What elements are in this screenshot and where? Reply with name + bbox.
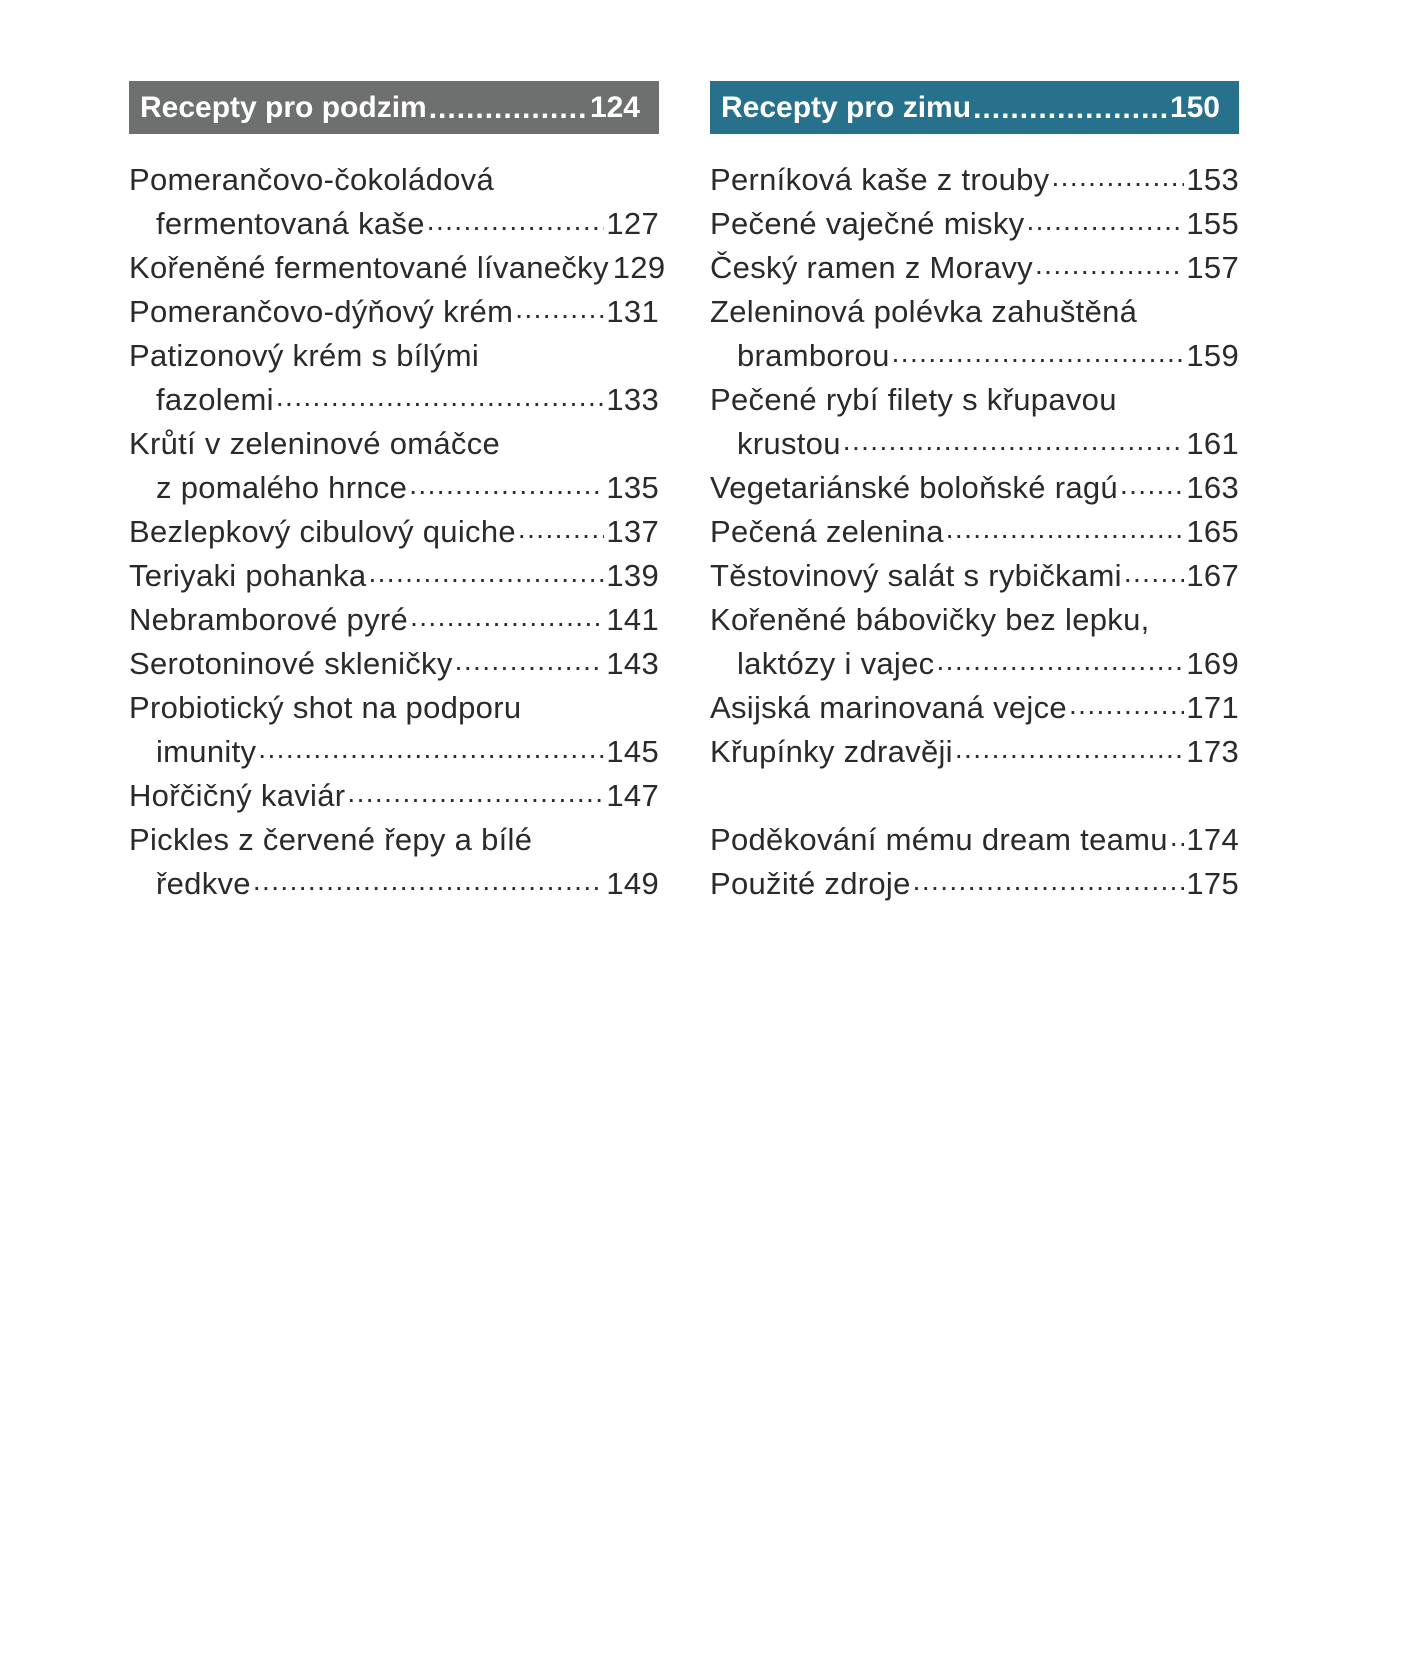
toc-entry-page-number: 145 xyxy=(606,734,659,769)
toc-entry-line xyxy=(129,158,659,202)
toc-entry-line xyxy=(129,510,659,554)
toc-entry-line xyxy=(710,598,1239,642)
toc-entries-winter xyxy=(710,158,1239,906)
toc-entry[interactable] xyxy=(129,510,659,554)
toc-entry-line xyxy=(129,466,659,510)
toc-entry-line xyxy=(710,378,1239,422)
toc-entry-title: bramborou xyxy=(737,338,890,373)
toc-column-winter xyxy=(710,81,1239,906)
toc-entry-title: Poděkování mému dream teamu xyxy=(710,822,1168,857)
toc-entry-title: Serotoninové skleničky xyxy=(129,646,453,681)
dot-leader xyxy=(347,779,604,818)
toc-entry-page-number: 174 xyxy=(1186,822,1239,857)
toc-entry[interactable] xyxy=(710,510,1239,554)
toc-entry-page-number: 133 xyxy=(606,382,659,417)
toc-entry-page-number: 131 xyxy=(606,294,659,329)
toc-entry-title: Nebramborové pyré xyxy=(129,602,409,637)
section-page-number: 150 xyxy=(1169,90,1220,124)
dot-leader xyxy=(429,94,588,134)
dot-leader xyxy=(892,339,1185,378)
toc-entry-page-number: 163 xyxy=(1186,470,1239,505)
toc-entry-page-number: 165 xyxy=(1186,514,1239,549)
dot-leader xyxy=(843,427,1185,466)
dot-leader xyxy=(518,515,604,554)
toc-entry-title: Hořčičný kaviár xyxy=(129,778,346,813)
toc-entry-page-number: 127 xyxy=(606,206,659,241)
toc-entry-title: Teriyaki pohanka xyxy=(129,558,367,593)
toc-entry-line xyxy=(710,554,1239,598)
toc-entry[interactable] xyxy=(710,554,1239,598)
toc-entry-title: Zeleninová polévka zahuštěná xyxy=(710,294,1138,329)
spacer xyxy=(710,774,1239,818)
toc-entry-title: Těstovinový salát s rybičkami xyxy=(710,558,1122,593)
toc-entry-title: Pečená zelenina xyxy=(710,514,944,549)
toc-entry-page-number: 135 xyxy=(606,470,659,505)
toc-entry-line xyxy=(710,466,1239,510)
dot-leader xyxy=(427,207,605,246)
toc-entry-title: Pickles z červené řepy a bílé xyxy=(129,822,533,857)
toc-entry-title: Pomerančovo-čokoládová xyxy=(129,162,495,197)
toc-entry[interactable] xyxy=(710,862,1239,906)
toc-entry-line xyxy=(129,246,666,290)
toc-entry-line xyxy=(129,334,659,378)
toc-column-autumn xyxy=(129,81,666,906)
toc-entry-page-number: 147 xyxy=(606,778,659,813)
dot-leader xyxy=(1069,691,1184,730)
toc-entry-title: Křupínky zdravěji xyxy=(710,734,953,769)
toc-entry-line xyxy=(710,730,1239,774)
toc-entry-title: Bezlepkový cibulový quiche xyxy=(129,514,516,549)
toc-entry-title: Patizonový krém s bílými xyxy=(129,338,480,373)
toc-entry[interactable] xyxy=(129,598,659,642)
toc-entries-autumn xyxy=(129,158,666,906)
toc-entry-line xyxy=(129,290,659,334)
section-page-number: 124 xyxy=(589,90,640,124)
dot-leader xyxy=(455,647,605,686)
toc-entry-line xyxy=(710,202,1239,246)
toc-entry-title: ředkve xyxy=(156,866,251,901)
dot-leader xyxy=(1051,163,1184,202)
toc-entry-line xyxy=(129,730,659,774)
toc-entry-title: Pečené vaječné misky xyxy=(710,206,1025,241)
toc-entry-line xyxy=(129,862,659,906)
toc-entry-line xyxy=(710,334,1239,378)
toc-entry[interactable] xyxy=(710,378,1239,466)
toc-entry-title: fazolemi xyxy=(156,382,274,417)
section-header-autumn[interactable] xyxy=(129,81,659,134)
toc-entry-page-number: 173 xyxy=(1186,734,1239,769)
toc-entry[interactable] xyxy=(129,774,659,818)
dot-leader xyxy=(946,515,1185,554)
toc-entry[interactable] xyxy=(129,158,659,246)
dot-leader xyxy=(258,735,604,774)
dot-leader xyxy=(253,867,605,906)
toc-entry-page-number: 157 xyxy=(1186,250,1239,285)
toc-entry[interactable] xyxy=(129,818,659,906)
toc-entry-title: imunity xyxy=(156,734,257,769)
toc-entry[interactable] xyxy=(710,158,1239,202)
section-header-winter[interactable] xyxy=(710,81,1239,134)
toc-entry-line xyxy=(710,290,1239,334)
toc-entry-line xyxy=(129,686,659,730)
toc-entry-line xyxy=(129,642,659,686)
dot-leader xyxy=(936,647,1184,686)
toc-entry-page-number: 159 xyxy=(1186,338,1239,373)
toc-entry[interactable] xyxy=(129,422,659,510)
toc-entry-title: Pomerančovo-dýňový krém xyxy=(129,294,514,329)
toc-entry-title: laktózy i vajec xyxy=(737,646,935,681)
toc-entry-page-number: 161 xyxy=(1186,426,1239,461)
toc-entry-page-number: 137 xyxy=(606,514,659,549)
toc-entry-title: Pečené rybí filety s křupavou xyxy=(710,382,1117,417)
toc-entry[interactable] xyxy=(710,466,1239,510)
dot-leader xyxy=(409,471,604,510)
section-title: Recepty pro zimu xyxy=(721,90,972,124)
toc-entry-page-number: 171 xyxy=(1186,690,1239,725)
toc-entry-line xyxy=(129,378,659,422)
dot-leader xyxy=(1170,823,1185,862)
toc-entry-title: Kořeněné fermentované lívanečky xyxy=(129,250,609,285)
dot-leader xyxy=(368,559,604,598)
toc-entry-title: Krůtí v zeleninové omáčce xyxy=(129,426,501,461)
dot-leader xyxy=(973,94,1168,134)
toc-entry-title: Český ramen z Moravy xyxy=(710,250,1033,285)
dot-leader xyxy=(1026,207,1184,246)
toc-entry[interactable] xyxy=(129,642,659,686)
toc-entry[interactable] xyxy=(129,246,666,290)
toc-entry-title: z pomalého hrnce xyxy=(156,470,408,505)
toc-entry-line xyxy=(129,818,659,862)
toc-entry-page-number: 155 xyxy=(1186,206,1239,241)
toc-entry-line xyxy=(129,202,659,246)
toc-entry-line xyxy=(710,422,1239,466)
toc-entry-title: fermentovaná kaše xyxy=(156,206,425,241)
toc-entry-title: Kořeněné bábovičky bez lepku, xyxy=(710,602,1150,637)
section-title: Recepty pro podzim xyxy=(140,90,427,124)
toc-entry-page-number: 175 xyxy=(1186,866,1239,901)
toc-entry[interactable] xyxy=(710,598,1239,686)
toc-entry[interactable] xyxy=(129,290,659,334)
dot-leader xyxy=(955,735,1185,774)
toc-entry-page-number: 153 xyxy=(1186,162,1239,197)
toc-entry-line xyxy=(129,774,659,818)
toc-entry[interactable] xyxy=(710,246,1239,290)
dot-leader xyxy=(913,867,1185,906)
toc-entry-page-number: 139 xyxy=(606,558,659,593)
toc-entry-title: Probiotický shot na podporu xyxy=(129,690,522,725)
toc-entry-title: Vegetariánské boloňské ragú xyxy=(710,470,1118,505)
toc-entry-page-number: 167 xyxy=(1186,558,1239,593)
toc-entry[interactable] xyxy=(129,554,659,598)
toc-entry-line xyxy=(129,422,659,466)
dot-leader xyxy=(276,383,605,422)
toc-entry-page-number: 149 xyxy=(606,866,659,901)
toc-entry-title: krustou xyxy=(737,426,841,461)
toc-entry-page-number: 129 xyxy=(612,250,666,285)
toc-entry-line xyxy=(710,246,1239,290)
toc-entry-title: Použité zdroje xyxy=(710,866,911,901)
toc-entry[interactable] xyxy=(710,730,1239,774)
dot-leader xyxy=(1120,471,1184,510)
toc-entry[interactable] xyxy=(129,334,659,422)
toc-entry-line xyxy=(710,158,1239,202)
toc-entry-line xyxy=(710,862,1239,906)
toc-entry[interactable] xyxy=(710,290,1239,378)
toc-entry-title: Perníková kaše z trouby xyxy=(710,162,1050,197)
toc-entry[interactable] xyxy=(129,686,659,774)
toc-entry-title: Asijská marinovaná vejce xyxy=(710,690,1067,725)
toc-entry[interactable] xyxy=(710,818,1239,862)
dot-leader xyxy=(410,603,604,642)
toc-entry-page-number: 169 xyxy=(1186,646,1239,681)
toc-entry-line xyxy=(129,598,659,642)
toc-entry-line xyxy=(710,642,1239,686)
toc-entry-line xyxy=(710,510,1239,554)
toc-entry[interactable] xyxy=(710,686,1239,730)
toc-entry[interactable] xyxy=(710,202,1239,246)
toc-entry-page-number: 143 xyxy=(606,646,659,681)
toc-entry-line xyxy=(129,554,659,598)
toc-entry-line xyxy=(710,818,1239,862)
dot-leader xyxy=(515,295,604,334)
dot-leader xyxy=(1035,251,1184,290)
toc-entry-line xyxy=(710,686,1239,730)
toc-entry-page-number: 141 xyxy=(606,602,659,637)
dot-leader xyxy=(1124,559,1185,598)
